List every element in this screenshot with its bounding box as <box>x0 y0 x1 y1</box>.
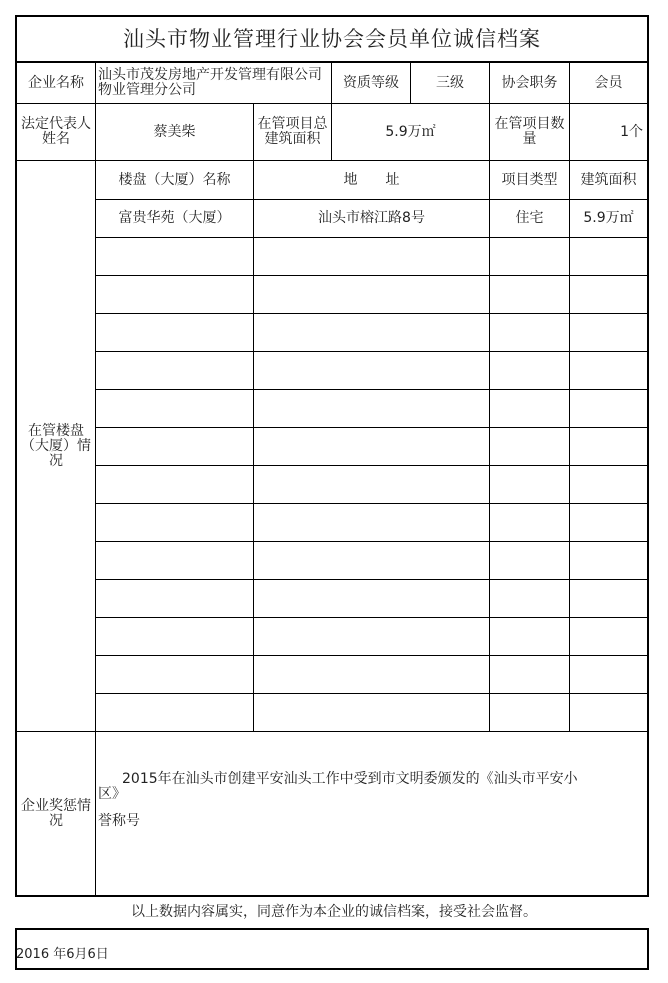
empty-address-cell <box>253 655 490 694</box>
date-box <box>15 928 649 970</box>
empty-area-cell <box>569 541 649 580</box>
empty-address-cell <box>253 427 490 466</box>
empty-name-cell <box>95 503 254 542</box>
address-header: 地 址 <box>253 160 490 200</box>
empty-area-cell <box>569 389 649 428</box>
empty-address-cell <box>253 313 490 352</box>
empty-area-cell <box>569 275 649 314</box>
awards-line-1: 2015年在汕头市创建平安汕头工作中受到市文明委颁发的《汕头市平安小 <box>122 771 578 787</box>
buildings-section-label: 在管楼盘（大厦）情况 <box>15 160 96 732</box>
empty-type-cell <box>489 617 570 656</box>
empty-address-cell <box>253 503 490 542</box>
total-area-label: 在管项目总建筑面积 <box>253 103 332 161</box>
empty-address-cell <box>253 351 490 390</box>
total-area-value: 5.9万㎡ <box>331 103 490 161</box>
empty-type-cell <box>489 579 570 618</box>
empty-type-cell <box>489 465 570 504</box>
awards-label: 企业奖惩情况 <box>15 731 96 897</box>
qualification-label: 资质等级 <box>331 62 411 104</box>
empty-address-cell <box>253 617 490 656</box>
awards-line-2: 区》 <box>98 786 126 802</box>
awards-content <box>95 731 649 897</box>
empty-name-cell <box>95 693 254 732</box>
empty-address-cell <box>253 693 490 732</box>
empty-area-cell <box>569 427 649 466</box>
empty-name-cell <box>95 655 254 694</box>
empty-type-cell <box>489 427 570 466</box>
empty-type-cell <box>489 655 570 694</box>
building-name-cell: 富贵华苑（大厦） <box>95 199 254 238</box>
building-area-header: 建筑面积 <box>569 160 649 200</box>
building-address-cell: 汕头市榕江路8号 <box>253 199 490 238</box>
empty-name-cell <box>95 579 254 618</box>
empty-area-cell <box>569 313 649 352</box>
empty-name-cell <box>95 427 254 466</box>
empty-address-cell <box>253 465 490 504</box>
company-name-value: 汕头市茂发房地产开发管理有限公司物业管理分公司 <box>95 62 332 104</box>
empty-name-cell <box>95 465 254 504</box>
project-count-value: 1个 <box>569 103 649 161</box>
empty-area-cell <box>569 237 649 276</box>
empty-area-cell <box>569 503 649 542</box>
empty-name-cell <box>95 351 254 390</box>
empty-type-cell <box>489 313 570 352</box>
empty-type-cell <box>489 503 570 542</box>
empty-name-cell <box>95 617 254 656</box>
empty-name-cell <box>95 237 254 276</box>
empty-area-cell <box>569 655 649 694</box>
empty-area-cell <box>569 693 649 732</box>
association-position-value: 会员 <box>569 62 649 104</box>
empty-type-cell <box>489 237 570 276</box>
empty-area-cell <box>569 465 649 504</box>
empty-name-cell <box>95 389 254 428</box>
empty-type-cell <box>489 389 570 428</box>
qualification-value: 三级 <box>410 62 490 104</box>
empty-type-cell <box>489 541 570 580</box>
empty-address-cell <box>253 237 490 276</box>
empty-name-cell <box>95 275 254 314</box>
empty-area-cell <box>569 579 649 618</box>
empty-type-cell <box>489 351 570 390</box>
empty-area-cell <box>569 617 649 656</box>
empty-type-cell <box>489 693 570 732</box>
empty-address-cell <box>253 389 490 428</box>
legal-rep-value: 蔡美柴 <box>95 103 254 161</box>
empty-area-cell <box>569 351 649 390</box>
empty-name-cell <box>95 313 254 352</box>
empty-name-cell <box>95 541 254 580</box>
building-name-header: 楼盘（大厦）名称 <box>95 160 254 200</box>
legal-rep-label: 法定代表人姓名 <box>15 103 96 161</box>
empty-address-cell <box>253 579 490 618</box>
awards-line-3: 誉称号 <box>98 813 140 829</box>
company-name-label: 企业名称 <box>15 62 96 104</box>
page-title: 汕头市物业管理行业协会会员单位诚信档案 <box>15 15 649 63</box>
empty-address-cell <box>253 541 490 580</box>
empty-address-cell <box>253 275 490 314</box>
project-type-header: 项目类型 <box>489 160 570 200</box>
association-position-label: 协会职务 <box>489 62 570 104</box>
building-type-cell: 住宅 <box>489 199 570 238</box>
building-area-cell: 5.9万㎡ <box>569 199 649 238</box>
empty-type-cell <box>489 275 570 314</box>
declaration-text: 以上数据内容属实，同意作为本企业的诚信档案，接受社会监督。 <box>131 904 537 920</box>
sign-date: 2016 年6月6日 <box>16 947 109 962</box>
project-count-label: 在管项目数量 <box>489 103 570 161</box>
